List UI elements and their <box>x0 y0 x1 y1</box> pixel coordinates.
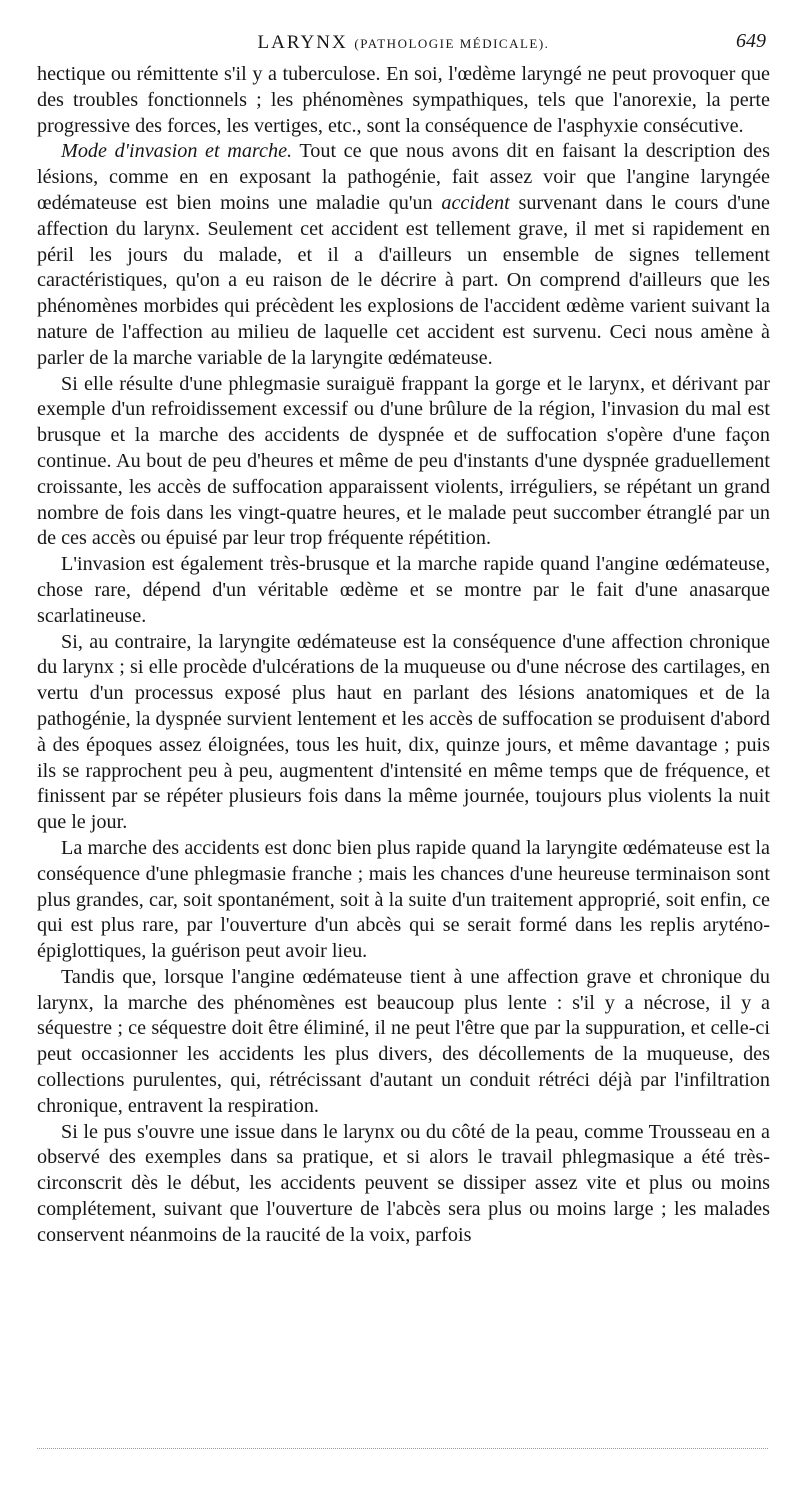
page-number: 649 <box>736 30 766 52</box>
paragraph-7: Tandis que, lorsque l'angine œdémateuse tient à une affection grave et chronique du larynx, la marche des phénomènes est beaucoup plus lente : s'il y a nécrose, il y a séquestre ; ce séquestre doit être éliminé, il ne peut l'être que par la suppuration, et celle-ci peut occasionner les accidents les plus divers, des décollements de la muqueuse, des collections purulentes, qui, rétrécissant d'autant un conduit rétréci déjà par l'infiltration chronique, entravent la respiration. <box>37 965 770 1117</box>
book-page <box>37 24 770 1249</box>
paragraph-5: Si, au contraire, la laryngite œdémateuse est la conséquence d'une affection chronique du larynx ; si elle procède d'ulcérations de la muqueuse ou d'une nécrose des cartilages, en vertu d'un processus exposé plus haut en parlant des lésions anatomiques et de la pathogénie, la dyspnée survient lentement et les accès de suffocation se produisent d'abord à des époques assez éloignées, tous les huit, dix, quinze jours, et même davantage ; puis ils se rapprochent peu à peu, augmentent d'intensité en même temps que de fréquence, et finissent par se répéter plusieurs fois dans la même journée, toujours plus violents la nuit que le jour. <box>37 630 770 834</box>
paragraph-3: Si elle résulte d'une phlegmasie suraiguë frappant la gorge et le larynx, et dérivant par exemple d'un refroidissement excessif ou d'une brûlure de la région, l'invasion du mal est brusque et la marche des accidents de dyspnée et de suffocation s'opère d'une façon continue. Au bout de peu d'heures et même de peu d'instants d'une dyspnée graduellement croissante, les accès de suffocation apparaissent violents, irréguliers, se répétant un grand nombre de fois dans les vingt-quatre heures, et le malade peut succomber étranglé par un de ces accès ou épuisé par leur trop fréquente répétition. <box>37 372 770 550</box>
paragraph-1: hectique ou rémittente s'il y a tuberculose. En soi, l'œdème laryngé ne peut provoquer que des troubles fonctionnels ; les phénomènes sympathiques, tels que l'anorexie, la perte progressive des forces, les vertiges, etc., sont la conséquence de l'asphyxie consécutive. <box>37 63 770 137</box>
paragraph-2-text-b: survenant dans le cours d'une affection du larynx. Seulement cet accident est tellement grave, il met si rapidement en péril les jours du malade, et il a d'ailleurs un ensemble de signes tellement caractéristiques, qu'on a eu raison de le décrire à part. On comprend d'ailleurs que les phénomènes morbides qui précèdent les explosions de l'accident œdème varient suivant la nature de l'affection au milieu de laquelle cet accident est survenu. Ceci nous amène à parler de la marche variable de la laryngite œdémateuse. <box>37 191 770 369</box>
section-heading-mode-invasion: Mode d'invasion et marche. <box>61 140 293 163</box>
body-text <box>37 62 770 1249</box>
emphasis-accident: accident <box>441 191 510 214</box>
paragraph-2-text-a: Tout ce que nous avons dit en faisant la description des lésions, comme en en exposant la pathogénie, fait assez voir que l'angine laryngée œdémateuse est bien moins une maladie qu'un <box>37 140 770 214</box>
paragraph-2 <box>37 139 770 371</box>
paragraph-8: Si le pus s'ouvre une issue dans le larynx ou du côté de la peau, comme Trousseau en a observé des exemples dans sa pratique, et si alors le travail phlegmasique a été très-circonscrit dès le début, les accidents peuvent se dissiper assez vite et plus ou moins complétement, suivant que l'ouverture de l'abcès sera plus ou moins large ; les malades conservent néanmoins de la raucité de la voix, parfois <box>37 1120 770 1246</box>
paragraph-6: La marche des accidents est donc bien plus rapide quand la laryngite œdémateuse est la conséquence d'une phlegmasie franche ; mais les chances d'une heureuse terminaison sont plus grandes, car, soit spontanément, soit à la suite d'un traitement approprié, soit enfin, ce qui est plus rare, par l'ouverture d'un abcès qui se serait formé dans les replis aryténo-épiglottiques, la guérison peut avoir lieu. <box>37 836 770 963</box>
paragraph-4: L'invasion est également très-brusque et la marche rapide quand l'angine œdémateuse, chose rare, dépend d'un véritable œdème et se montre par le fait d'une anasarque scarlatineuse. <box>37 553 770 627</box>
footer-dotted-rule <box>37 1448 768 1449</box>
running-title-subtitle: (PATHOLOGIE MÉDICALE). <box>354 36 550 51</box>
running-title-main: LARYNX <box>257 32 348 53</box>
running-title <box>37 32 770 54</box>
running-head <box>37 24 770 62</box>
